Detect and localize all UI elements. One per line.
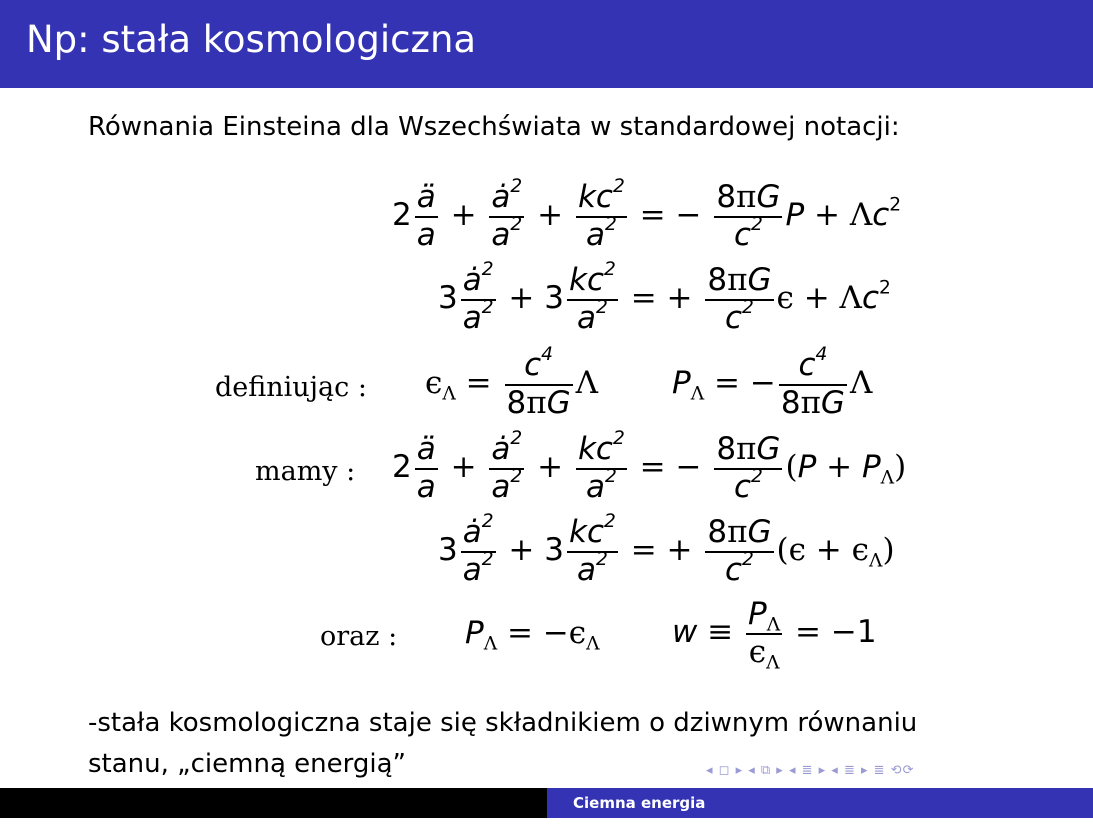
footer-title: Ciemna energia <box>573 794 706 812</box>
equation-1: 2 $\frac{ä}{a}$ + $\frac{ȧ^2}{a^2}$ + $\frac{kc^2}{a^2}$ = − $\frac{8\pi G}{c^2}$ $P + \Lambda c^2$ <box>392 176 902 253</box>
equation-3: 2 $\frac{ä}{a}$ + $\frac{ȧ^2}{a^2}$ + $\frac{kc^2}{a^2}$ = − $\frac{8\pi G}{c^2}$ $(P + P_\Lambda)$ <box>392 428 907 505</box>
beamer-navigation-icons[interactable]: ◂ ◻ ▸ ◂ ⧉ ▸ ◂ ≣ ▸ ◂ ≣ ▸ ≣ ⟲⟳ <box>706 763 915 778</box>
bottom-strip <box>0 818 1093 825</box>
conclusion-line-2: stanu, „ciemną energią” <box>88 749 406 779</box>
equation-4: 3 $\frac{ȧ^2}{a^2}$ + 3 $\frac{kc^2}{a^2}$ = + $\frac{8\pi G}{c^2}$ $(\epsilon + \epsilon_\Lambda)$ <box>438 511 895 588</box>
footer-left-bar <box>0 788 547 818</box>
slide-title: Np: stała kosmologiczna <box>26 18 477 61</box>
equation-epsilon-lambda: $\epsilon_\Lambda$ = $\frac{c^4}{8\pi G}$ Λ <box>425 344 599 421</box>
intro-text: Równania Einsteina dla Wszechświata w standardowej notacji: <box>88 112 900 142</box>
title-bar <box>0 0 1093 88</box>
conclusion-line-1: -stała kosmologiczna staje się składnikiem o dziwnym równaniu <box>88 708 918 738</box>
equation-2: 3 $\frac{ȧ^2}{a^2}$ + 3 $\frac{kc^2}{a^2}$ = + $\frac{8\pi G}{c^2}$ $\epsilon + \Lambda c^2$ <box>438 259 891 336</box>
label-oraz: oraz : <box>320 621 398 652</box>
equation-p-lambda: $P_\Lambda$ = − $\frac{c^4}{8\pi G}$ Λ <box>672 344 873 421</box>
equation-w: w ≡ $\frac{P_\Lambda}{\epsilon_\Lambda}$ = −1 <box>672 596 877 674</box>
label-definiujac: definiując : <box>215 372 367 403</box>
label-mamy: mamy : <box>255 456 356 487</box>
equation-eos-pressure: $P_\Lambda = -\epsilon_\Lambda$ <box>465 615 600 655</box>
